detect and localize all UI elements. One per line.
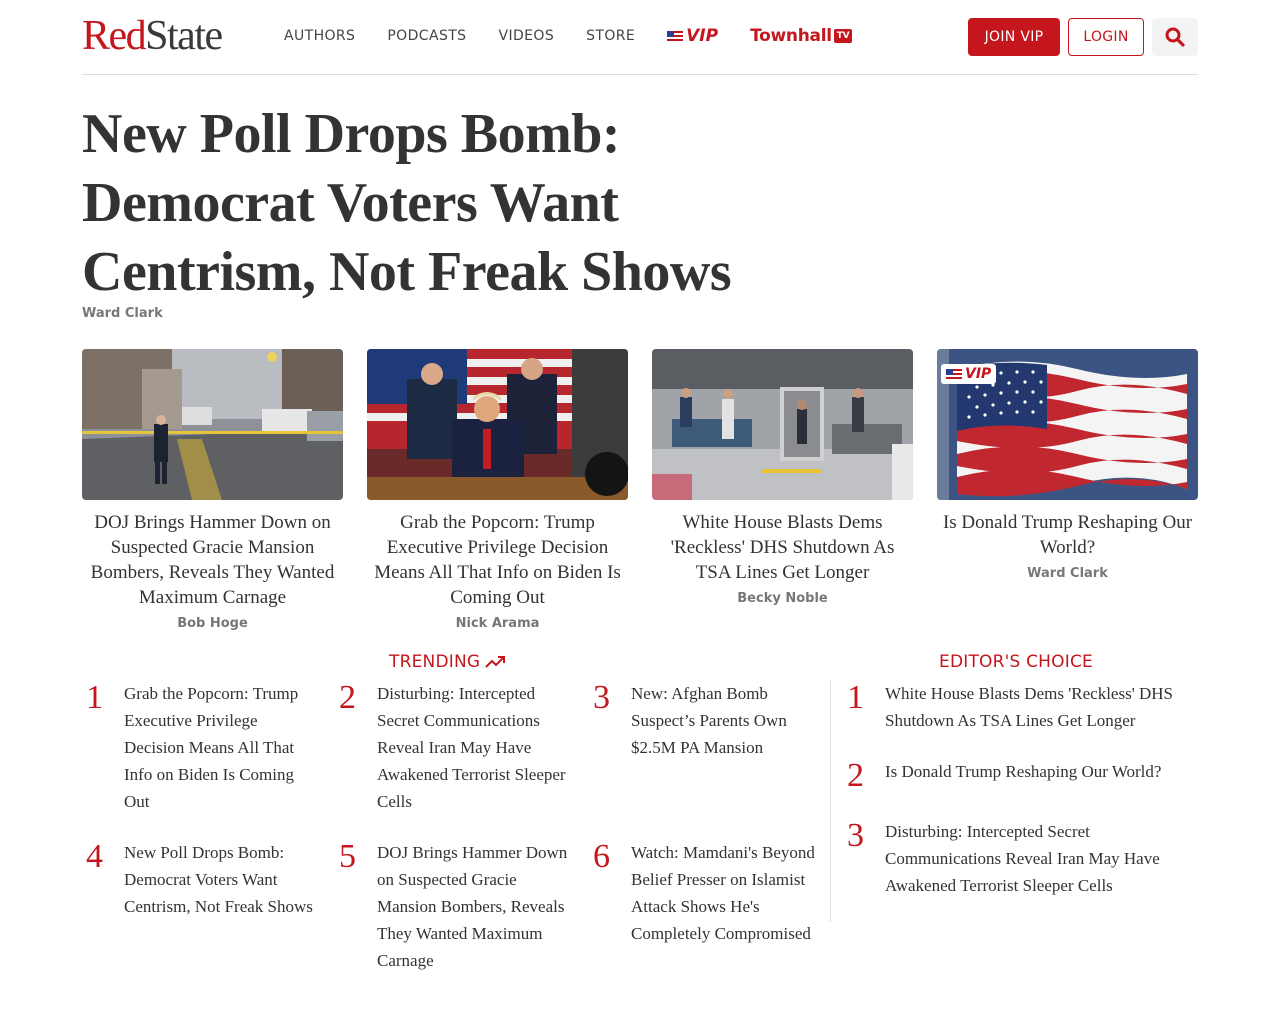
card-author[interactable]: Ward Clark — [1027, 566, 1108, 581]
story-card[interactable] — [937, 349, 1198, 581]
trending-heading — [389, 652, 507, 672]
column-divider — [830, 680, 831, 922]
editors-choice-link[interactable]: Is Donald Trump Reshaping Our World? — [885, 762, 1162, 781]
rank-number: 1 — [847, 679, 864, 716]
editors-choice-item[interactable] — [847, 818, 1197, 899]
townhall-label: Townhall — [750, 26, 832, 46]
nav-authors[interactable]: AUTHORS — [284, 28, 356, 44]
main-nav — [284, 0, 852, 72]
search-icon — [1165, 27, 1185, 47]
logo-dark-text: State — [145, 13, 222, 59]
card-author[interactable]: Nick Arama — [455, 616, 540, 631]
nav-vip-label: VIP — [686, 26, 719, 46]
editors-choice-item[interactable] — [847, 680, 1197, 734]
trump-address-photo[interactable] — [367, 349, 628, 500]
rank-number: 1 — [86, 679, 103, 716]
trending-item[interactable] — [86, 680, 316, 815]
login-button[interactable]: LOGIN — [1068, 18, 1144, 56]
story-card[interactable] — [652, 349, 913, 606]
logo-red-text: Red — [82, 13, 146, 59]
american-flag-photo[interactable] — [937, 349, 1198, 500]
rank-number: 3 — [593, 679, 610, 716]
trending-up-icon — [485, 655, 507, 669]
street-police-photo[interactable] — [82, 349, 343, 500]
editors-choice-link[interactable]: Disturbing: Intercepted Secret Communications Reveal Iran May Have Awakened Terrorist Sleeper Cells — [885, 822, 1160, 895]
flag-icon — [667, 31, 683, 42]
rank-number: 2 — [339, 679, 356, 716]
flag-icon — [946, 369, 962, 380]
rank-number: 4 — [86, 838, 103, 875]
rank-number: 2 — [847, 757, 864, 794]
editors-choice-item[interactable] — [847, 758, 1197, 793]
nav-podcasts[interactable]: PODCASTS — [387, 28, 467, 44]
vip-badge-label: VIP — [965, 366, 992, 382]
rank-number: 3 — [847, 817, 864, 854]
trending-link[interactable]: Disturbing: Intercepted Secret Communications Reveal Iran May Have Awakened Terrorist Sleeper Cells — [377, 684, 566, 811]
trending-item[interactable] — [339, 680, 569, 815]
editors-choice-heading-text: EDITOR'S CHOICE — [939, 652, 1093, 672]
nav-videos[interactable]: VIDEOS — [498, 28, 555, 44]
trending-link[interactable]: New Poll Drops Bomb: Democrat Voters Want Centrism, Not Freak Shows — [124, 843, 313, 916]
nav-store[interactable]: STORE — [586, 28, 636, 44]
site-logo[interactable] — [82, 12, 222, 60]
card-author[interactable]: Bob Hoge — [177, 616, 248, 631]
rank-number: 5 — [339, 838, 356, 875]
trending-heading-text: TRENDING — [389, 652, 481, 672]
story-card[interactable] — [367, 349, 628, 631]
rank-number: 6 — [593, 838, 610, 875]
site-header — [82, 0, 1198, 75]
tv-badge: TV — [834, 29, 853, 43]
trending-link[interactable]: DOJ Brings Hammer Down on Suspected Gracie Mansion Bombers, Reveals They Wanted Maximum Carnage — [377, 843, 568, 970]
editors-choice-link[interactable]: White House Blasts Dems 'Reckless' DHS Shutdown As TSA Lines Get Longer — [885, 684, 1174, 730]
lead-headline[interactable]: New Poll Drops Bomb: Democrat Voters Want Centrism, Not Freak Shows — [82, 103, 732, 303]
trending-link[interactable]: Grab the Popcorn: Trump Executive Privilege Decision Means All That Info on Biden Is Coming Out — [124, 684, 299, 811]
card-title[interactable]: White House Blasts Dems 'Reckless' DHS Shutdown As TSA Lines Get Longer — [670, 512, 895, 583]
trending-link[interactable]: New: Afghan Bomb Suspect’s Parents Own $2.5M PA Mansion — [631, 684, 787, 757]
trending-item[interactable] — [593, 839, 823, 947]
card-title[interactable]: Is Donald Trump Reshaping Our World? — [942, 512, 1193, 558]
vip-badge — [941, 364, 996, 384]
editors-choice-heading — [939, 652, 1093, 672]
trending-link[interactable]: Watch: Mamdani's Beyond Belief Presser on Islamist Attack Shows He's Completely Compromised — [631, 843, 815, 943]
trending-item[interactable] — [86, 839, 316, 920]
lead-author[interactable]: Ward Clark — [82, 306, 163, 321]
join-vip-button[interactable]: JOIN VIP — [968, 18, 1060, 56]
card-author[interactable]: Becky Noble — [737, 591, 828, 606]
story-card[interactable] — [82, 349, 343, 631]
tsa-checkpoint-photo[interactable] — [652, 349, 913, 500]
card-title[interactable]: DOJ Brings Hammer Down on Suspected Gracie Mansion Bombers, Reveals They Wanted Maximum Carnage — [90, 512, 335, 608]
search-button[interactable] — [1152, 18, 1198, 56]
card-title[interactable]: Grab the Popcorn: Trump Executive Privilege Decision Means All That Info on Biden Is Coming Out — [374, 512, 621, 608]
trending-item[interactable] — [339, 839, 569, 974]
nav-townhall-tv[interactable] — [750, 26, 852, 46]
trending-item[interactable] — [593, 680, 823, 761]
nav-vip[interactable] — [667, 26, 718, 46]
